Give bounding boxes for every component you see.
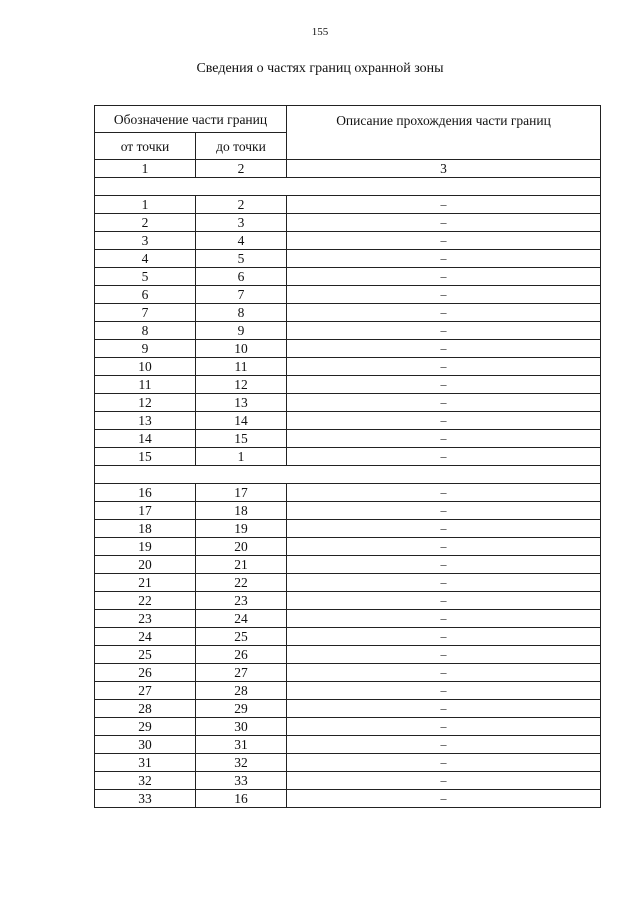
to-point-cell: 24 — [196, 610, 287, 628]
description-cell: – — [287, 322, 601, 340]
from-point-cell: 17 — [95, 502, 196, 520]
table-row — [95, 322, 601, 340]
to-point-cell: 15 — [196, 430, 287, 448]
table-row — [95, 718, 601, 736]
to-point-cell: 26 — [196, 646, 287, 664]
from-point-cell: 25 — [95, 646, 196, 664]
from-point-cell: 16 — [95, 484, 196, 502]
header-boundary-designation: Обозначение части границ — [95, 106, 287, 133]
section-separator — [95, 178, 601, 196]
to-point-cell: 8 — [196, 304, 287, 322]
table-row — [95, 502, 601, 520]
from-point-cell: 10 — [95, 358, 196, 376]
to-point-cell: 30 — [196, 718, 287, 736]
from-point-cell: 23 — [95, 610, 196, 628]
description-cell: – — [287, 628, 601, 646]
table-row — [95, 430, 601, 448]
header-from-point: от точки — [95, 133, 196, 160]
to-point-cell: 11 — [196, 358, 287, 376]
from-point-cell: 26 — [95, 664, 196, 682]
description-cell: – — [287, 214, 601, 232]
table-header-row — [95, 106, 601, 133]
table-row — [95, 664, 601, 682]
table-row — [95, 232, 601, 250]
description-cell: – — [287, 736, 601, 754]
table-row — [95, 772, 601, 790]
to-point-cell: 16 — [196, 790, 287, 808]
table-row — [95, 358, 601, 376]
to-point-cell: 31 — [196, 736, 287, 754]
to-point-cell: 2 — [196, 196, 287, 214]
description-cell: – — [287, 538, 601, 556]
description-cell: – — [287, 772, 601, 790]
to-point-cell: 29 — [196, 700, 287, 718]
from-point-cell: 24 — [95, 628, 196, 646]
description-cell: – — [287, 376, 601, 394]
from-point-cell: 22 — [95, 592, 196, 610]
to-point-cell: 19 — [196, 520, 287, 538]
from-point-cell: 32 — [95, 772, 196, 790]
page-number: 155 — [311, 26, 329, 38]
from-point-cell: 33 — [95, 790, 196, 808]
to-point-cell: 10 — [196, 340, 287, 358]
description-cell: – — [287, 412, 601, 430]
from-point-cell: 4 — [95, 250, 196, 268]
from-point-cell: 11 — [95, 376, 196, 394]
from-point-cell: 8 — [95, 322, 196, 340]
table-row — [95, 448, 601, 466]
description-cell: – — [287, 682, 601, 700]
from-point-cell: 27 — [95, 682, 196, 700]
table-row — [95, 682, 601, 700]
description-cell: – — [287, 340, 601, 358]
column-number: 3 — [287, 160, 601, 178]
from-point-cell: 28 — [95, 700, 196, 718]
table-row — [95, 412, 601, 430]
table-row — [95, 484, 601, 502]
column-number: 2 — [196, 160, 287, 178]
description-cell: – — [287, 304, 601, 322]
description-cell: – — [287, 394, 601, 412]
description-cell: – — [287, 502, 601, 520]
from-point-cell: 3 — [95, 232, 196, 250]
table-row — [95, 520, 601, 538]
table-row — [95, 250, 601, 268]
table-row — [95, 790, 601, 808]
description-cell: – — [287, 250, 601, 268]
to-point-cell: 1 — [196, 448, 287, 466]
to-point-cell: 5 — [196, 250, 287, 268]
description-cell: – — [287, 790, 601, 808]
description-cell: – — [287, 448, 601, 466]
boundary-parts-table — [94, 105, 601, 808]
table-row — [95, 736, 601, 754]
table-row — [95, 286, 601, 304]
from-point-cell: 18 — [95, 520, 196, 538]
description-cell: – — [287, 268, 601, 286]
from-point-cell: 20 — [95, 556, 196, 574]
from-point-cell: 5 — [95, 268, 196, 286]
from-point-cell: 1 — [95, 196, 196, 214]
section-separator — [95, 466, 601, 484]
to-point-cell: 25 — [196, 628, 287, 646]
from-point-cell: 9 — [95, 340, 196, 358]
from-point-cell: 13 — [95, 412, 196, 430]
table-row — [95, 646, 601, 664]
description-cell: – — [287, 484, 601, 502]
to-point-cell: 13 — [196, 394, 287, 412]
column-number-row — [95, 160, 601, 178]
table-row — [95, 304, 601, 322]
from-point-cell: 15 — [95, 448, 196, 466]
description-cell: – — [287, 718, 601, 736]
table-row — [95, 394, 601, 412]
column-number: 1 — [95, 160, 196, 178]
table-row — [95, 754, 601, 772]
description-cell: – — [287, 286, 601, 304]
from-point-cell: 21 — [95, 574, 196, 592]
table-row — [95, 700, 601, 718]
table-row — [95, 628, 601, 646]
from-point-cell: 29 — [95, 718, 196, 736]
from-point-cell: 6 — [95, 286, 196, 304]
table-row — [95, 556, 601, 574]
table-row — [95, 610, 601, 628]
to-point-cell: 28 — [196, 682, 287, 700]
description-cell: – — [287, 664, 601, 682]
table-row — [95, 268, 601, 286]
to-point-cell: 4 — [196, 232, 287, 250]
from-point-cell: 12 — [95, 394, 196, 412]
description-cell: – — [287, 646, 601, 664]
description-cell: – — [287, 610, 601, 628]
from-point-cell: 2 — [95, 214, 196, 232]
table-row — [95, 538, 601, 556]
to-point-cell: 33 — [196, 772, 287, 790]
description-cell: – — [287, 232, 601, 250]
table-row — [95, 574, 601, 592]
to-point-cell: 3 — [196, 214, 287, 232]
to-point-cell: 20 — [196, 538, 287, 556]
description-cell: – — [287, 430, 601, 448]
description-cell: – — [287, 592, 601, 610]
to-point-cell: 17 — [196, 484, 287, 502]
description-cell: – — [287, 754, 601, 772]
to-point-cell: 21 — [196, 556, 287, 574]
description-cell: – — [287, 574, 601, 592]
to-point-cell: 18 — [196, 502, 287, 520]
to-point-cell: 6 — [196, 268, 287, 286]
table-row — [95, 214, 601, 232]
page-title: Сведения о частях границ охранной зоны — [196, 61, 444, 76]
description-cell: – — [287, 358, 601, 376]
from-point-cell: 14 — [95, 430, 196, 448]
description-cell: – — [287, 196, 601, 214]
table-row — [95, 592, 601, 610]
to-point-cell: 9 — [196, 322, 287, 340]
table-row — [95, 376, 601, 394]
description-cell: – — [287, 700, 601, 718]
table-row — [95, 196, 601, 214]
header-to-point: до точки — [196, 133, 287, 160]
to-point-cell: 12 — [196, 376, 287, 394]
from-point-cell: 31 — [95, 754, 196, 772]
description-cell: – — [287, 520, 601, 538]
description-cell: – — [287, 556, 601, 574]
from-point-cell: 19 — [95, 538, 196, 556]
to-point-cell: 7 — [196, 286, 287, 304]
to-point-cell: 27 — [196, 664, 287, 682]
from-point-cell: 7 — [95, 304, 196, 322]
to-point-cell: 14 — [196, 412, 287, 430]
header-description: Описание прохождения части границ — [287, 106, 601, 160]
from-point-cell: 30 — [95, 736, 196, 754]
to-point-cell: 23 — [196, 592, 287, 610]
section-separator-row — [95, 466, 601, 484]
section-separator-row — [95, 178, 601, 196]
table-body — [95, 178, 601, 808]
to-point-cell: 22 — [196, 574, 287, 592]
to-point-cell: 32 — [196, 754, 287, 772]
table-row — [95, 340, 601, 358]
